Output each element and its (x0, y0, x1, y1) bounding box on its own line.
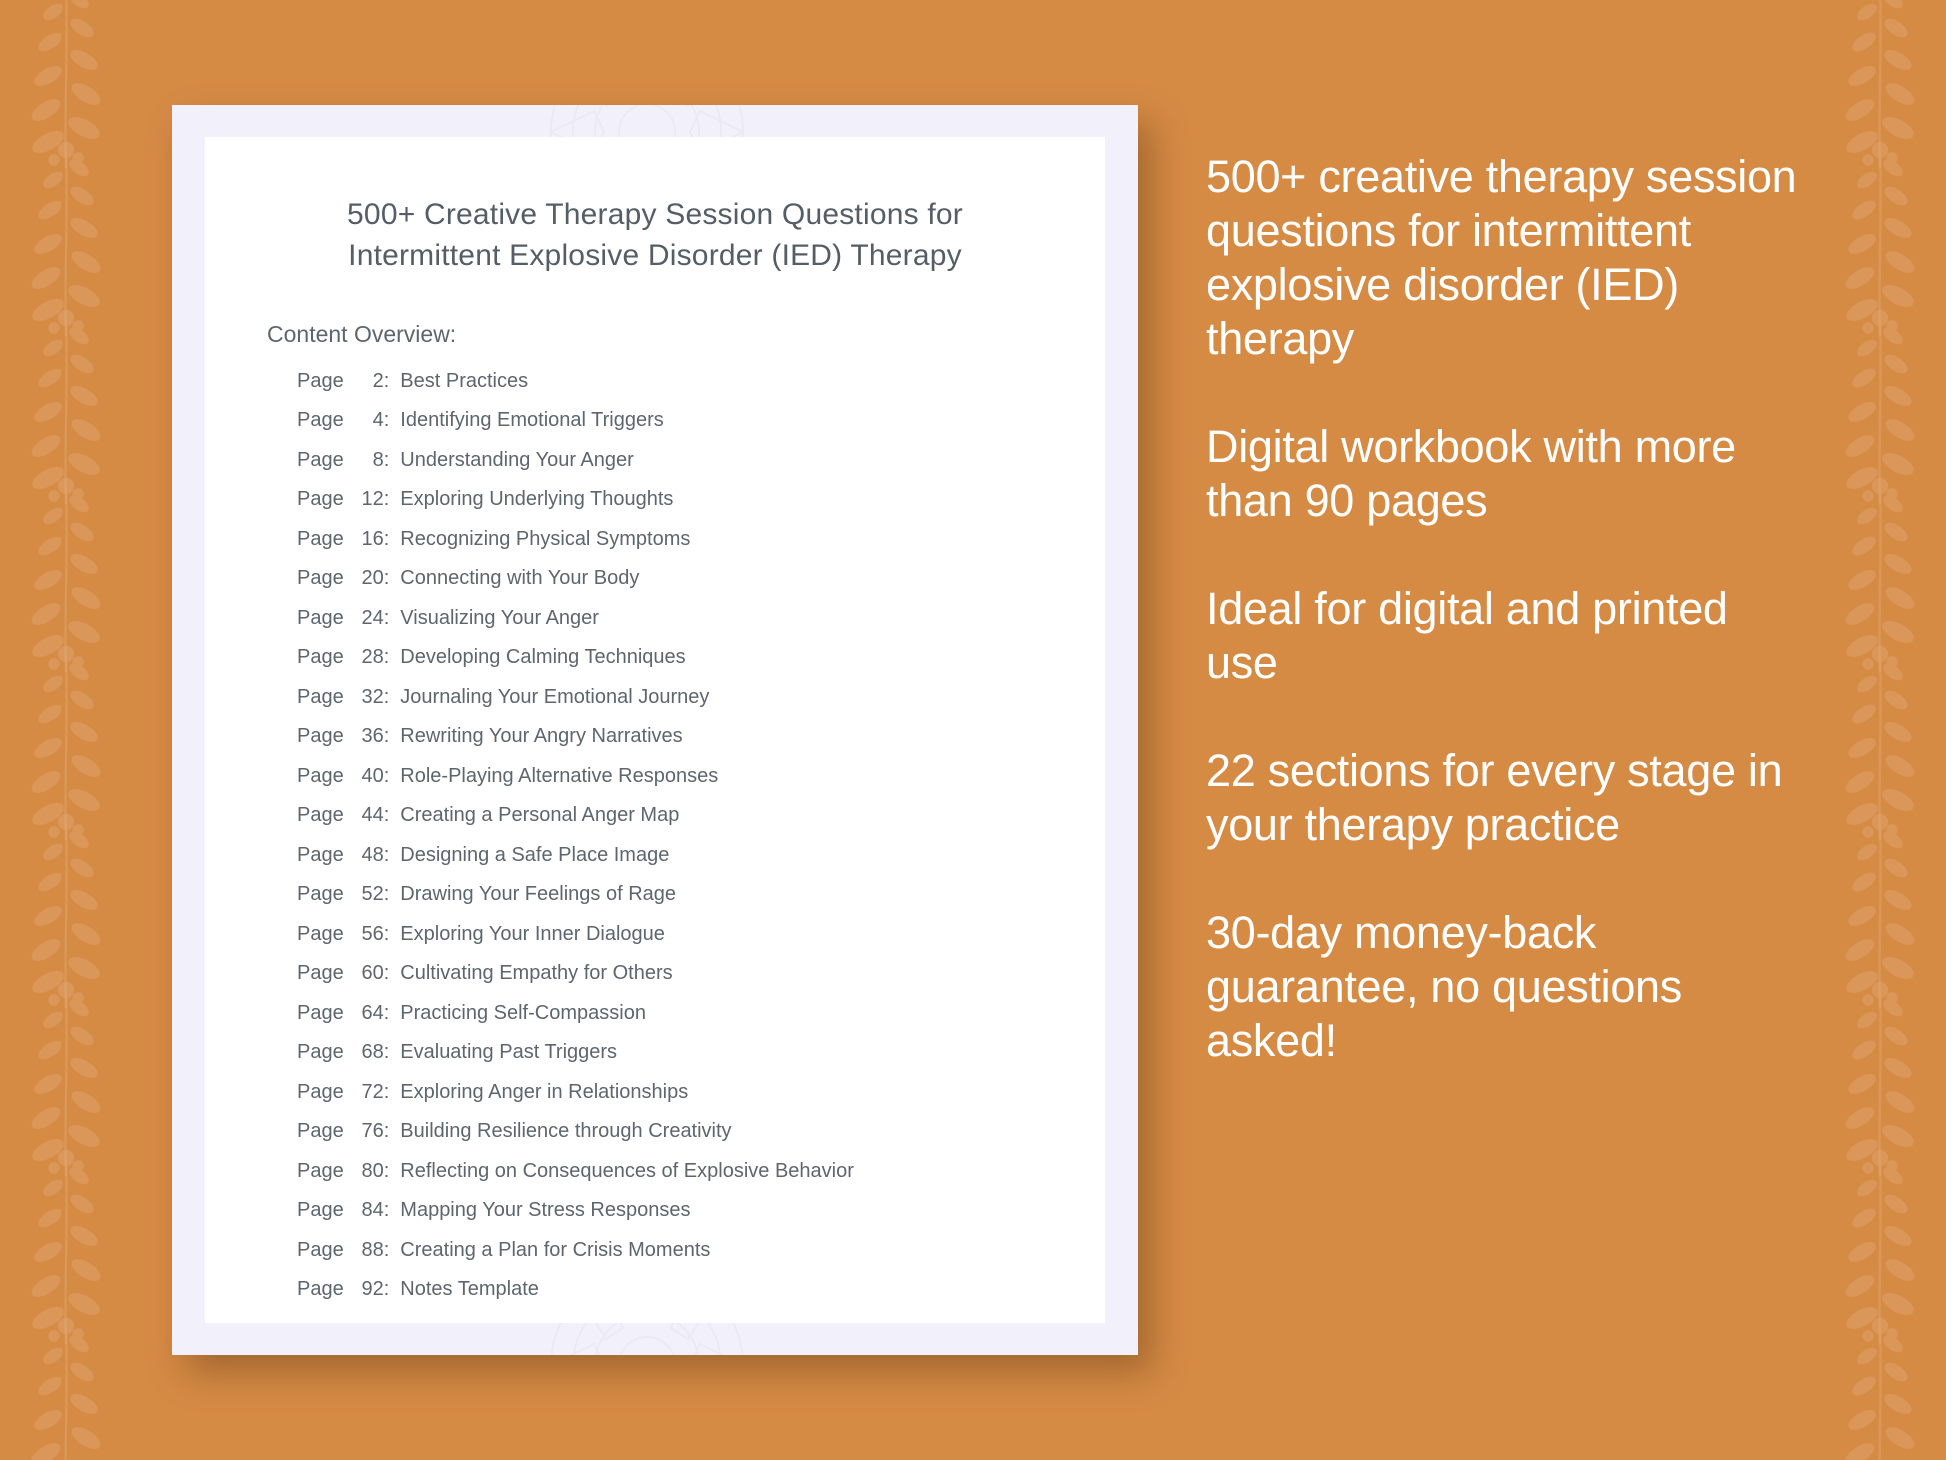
toc-entry-title: Exploring Anger in Relationships (400, 1080, 689, 1103)
floral-sprig-icon (1820, 1146, 1940, 1346)
toc-colon: : (383, 1159, 390, 1182)
toc-colon: : (383, 606, 390, 629)
toc-page-word: Page (297, 567, 344, 590)
toc-entry (205, 765, 1105, 805)
toc-colon: : (383, 409, 390, 432)
toc-page-number: 28 (361, 646, 384, 669)
toc-colon: : (383, 1001, 390, 1024)
toc-colon: : (383, 448, 390, 471)
floral-sprig-icon (1820, 1314, 1940, 1460)
toc-colon: : (383, 369, 390, 392)
toc-colon: : (383, 962, 390, 985)
toc-colon: : (383, 725, 390, 748)
toc-colon: : (383, 843, 390, 866)
marketing-bullet: Ideal for digital and printed use (1206, 583, 1728, 688)
toc-entry-title: Recognizing Physical Symptoms (400, 527, 691, 550)
toc-entry (205, 567, 1105, 607)
toc-page-word: Page (297, 606, 344, 629)
toc-entry-title: Journaling Your Emotional Journey (400, 685, 710, 708)
toc-page-number: 8 (372, 448, 384, 471)
toc-colon: : (383, 685, 390, 708)
toc-entry-title: Role-Playing Alternative Responses (400, 764, 719, 787)
toc-page-word: Page (297, 1199, 344, 1222)
floral-sprig-icon (1820, 642, 1940, 842)
toc-entry-title: Designing a Safe Place Image (400, 843, 670, 866)
toc-entry (205, 528, 1105, 568)
toc-page-word: Page (297, 448, 344, 471)
toc-colon: : (383, 1238, 390, 1261)
floral-sprig-icon (1820, 138, 1940, 338)
toc-entry-title: Notes Template (400, 1278, 539, 1301)
toc-colon: : (383, 527, 390, 550)
floral-sprig-icon (6, 306, 126, 506)
toc-page-number: 36 (361, 725, 384, 748)
toc-page-word: Page (297, 1159, 344, 1182)
toc-page-word: Page (297, 1120, 344, 1143)
floral-sprig-icon (1820, 474, 1940, 674)
toc-entry (205, 1160, 1105, 1200)
marketing-bullets (1206, 150, 1806, 1068)
toc-entry (205, 1239, 1105, 1279)
toc-page-word: Page (297, 962, 344, 985)
toc-colon: : (383, 567, 390, 590)
toc-entry-title: Understanding Your Anger (400, 448, 634, 471)
floral-sprig-icon (1820, 306, 1940, 506)
floral-sprig-icon (6, 1314, 126, 1460)
toc-entry (205, 1278, 1105, 1318)
toc-entry (205, 1199, 1105, 1239)
toc-page-number: 88 (361, 1238, 384, 1261)
toc-entry-title: Cultivating Empathy for Others (400, 962, 673, 985)
toc-entry-title: Building Resilience through Creativity (400, 1120, 732, 1143)
toc-entry (205, 370, 1105, 410)
toc-entry-title: Reflecting on Consequences of Explosive Behavior (400, 1159, 854, 1182)
toc-colon: : (383, 804, 390, 827)
toc-page-number: 2 (372, 369, 384, 392)
toc-entry (205, 804, 1105, 844)
toc-entry (205, 1041, 1105, 1081)
table-of-contents (205, 348, 1105, 1318)
toc-page-number: 44 (361, 804, 384, 827)
toc-page-word: Page (297, 488, 344, 511)
floral-sprig-icon (1820, 978, 1940, 1178)
floral-sprig-icon (1820, 810, 1940, 1010)
toc-entry-title: Creating a Personal Anger Map (400, 804, 680, 827)
toc-entry (205, 646, 1105, 686)
marketing-bullet: 22 sections for every stage in your therapy practice (1206, 745, 1783, 850)
toc-page-number: 72 (361, 1080, 384, 1103)
toc-entry-title: Developing Calming Techniques (400, 646, 686, 669)
toc-page-word: Page (297, 804, 344, 827)
toc-page-number: 24 (361, 606, 384, 629)
floral-sprig-icon (6, 0, 126, 170)
toc-colon: : (383, 646, 390, 669)
toc-colon: : (383, 1120, 390, 1143)
toc-page-number: 4 (372, 409, 384, 432)
floral-border-left (0, 0, 132, 1460)
marketing-bullet: 500+ creative therapy session questions for intermittent explosive disorder (IED) therapy (1206, 151, 1797, 364)
toc-entry (205, 844, 1105, 884)
toc-entry-title: Creating a Plan for Crisis Moments (400, 1238, 711, 1261)
toc-page-word: Page (297, 883, 344, 906)
toc-page-word: Page (297, 764, 344, 787)
toc-page-number: 68 (361, 1041, 384, 1064)
toc-entry (205, 607, 1105, 647)
toc-entry-title: Best Practices (400, 369, 529, 392)
toc-page-number: 92 (361, 1278, 384, 1301)
toc-page-number: 16 (361, 527, 384, 550)
toc-colon: : (383, 1278, 390, 1301)
toc-page-number: 56 (361, 922, 384, 945)
floral-sprig-icon (6, 642, 126, 842)
toc-page-word: Page (297, 1238, 344, 1261)
toc-entry (205, 686, 1105, 726)
toc-page-number: 76 (361, 1120, 384, 1143)
toc-colon: : (383, 922, 390, 945)
marketing-bullet: 30-day money-back guarantee, no questions asked! (1206, 907, 1682, 1066)
toc-entry (205, 409, 1105, 449)
toc-page-word: Page (297, 922, 344, 945)
toc-page-number: 32 (361, 685, 384, 708)
toc-page-word: Page (297, 409, 344, 432)
floral-sprig-icon (6, 978, 126, 1178)
toc-entry-title: Practicing Self-Compassion (400, 1001, 646, 1024)
toc-page-word: Page (297, 1041, 344, 1064)
toc-page-number: 12 (361, 488, 384, 511)
toc-page-word: Page (297, 1001, 344, 1024)
toc-entry-title: Visualizing Your Anger (400, 606, 599, 629)
toc-colon: : (383, 764, 390, 787)
floral-border-right (1814, 0, 1946, 1460)
floral-sprig-icon (1820, 0, 1940, 170)
toc-entry (205, 883, 1105, 923)
toc-entry (205, 488, 1105, 528)
toc-page-number: 40 (361, 764, 384, 787)
toc-page-number: 80 (361, 1159, 384, 1182)
toc-page-word: Page (297, 646, 344, 669)
toc-page-number: 64 (361, 1001, 384, 1024)
workbook-page-inner (205, 137, 1105, 1323)
toc-entry-title: Connecting with Your Body (400, 567, 640, 590)
workbook-page-outer (172, 105, 1138, 1355)
toc-page-word: Page (297, 843, 344, 866)
toc-entry (205, 962, 1105, 1002)
toc-entry (205, 1002, 1105, 1042)
toc-entry (205, 1081, 1105, 1121)
toc-page-number: 20 (361, 567, 384, 590)
toc-entry-title: Exploring Your Inner Dialogue (400, 922, 665, 945)
toc-entry-title: Identifying Emotional Triggers (400, 409, 664, 432)
toc-entry-title: Mapping Your Stress Responses (400, 1199, 691, 1222)
toc-page-number: 84 (361, 1199, 384, 1222)
toc-page-word: Page (297, 685, 344, 708)
toc-entry (205, 449, 1105, 489)
toc-page-number: 48 (361, 843, 384, 866)
toc-entry-title: Evaluating Past Triggers (400, 1041, 618, 1064)
page-title: 500+ Creative Therapy Session Questions for Intermittent Explosive Disorder (IED) Therapy (347, 198, 963, 272)
content-overview-label: Content Overview: (267, 320, 457, 347)
toc-colon: : (383, 488, 390, 511)
toc-page-number: 60 (361, 962, 384, 985)
toc-colon: : (383, 1199, 390, 1222)
toc-page-word: Page (297, 1278, 344, 1301)
floral-sprig-icon (6, 1146, 126, 1346)
floral-sprig-icon (6, 810, 126, 1010)
toc-entry (205, 923, 1105, 963)
toc-page-word: Page (297, 725, 344, 748)
toc-entry (205, 725, 1105, 765)
toc-page-word: Page (297, 527, 344, 550)
toc-entry (205, 1120, 1105, 1160)
toc-colon: : (383, 1080, 390, 1103)
toc-colon: : (383, 883, 390, 906)
toc-page-word: Page (297, 1080, 344, 1103)
marketing-bullet: Digital workbook with more than 90 pages (1206, 421, 1736, 526)
toc-page-word: Page (297, 369, 344, 392)
toc-colon: : (383, 1041, 390, 1064)
toc-entry-title: Rewriting Your Angry Narratives (400, 725, 683, 748)
toc-entry-title: Drawing Your Feelings of Rage (400, 883, 677, 906)
floral-sprig-icon (6, 474, 126, 674)
floral-sprig-icon (6, 138, 126, 338)
toc-entry-title: Exploring Underlying Thoughts (400, 488, 674, 511)
toc-page-number: 52 (361, 883, 384, 906)
